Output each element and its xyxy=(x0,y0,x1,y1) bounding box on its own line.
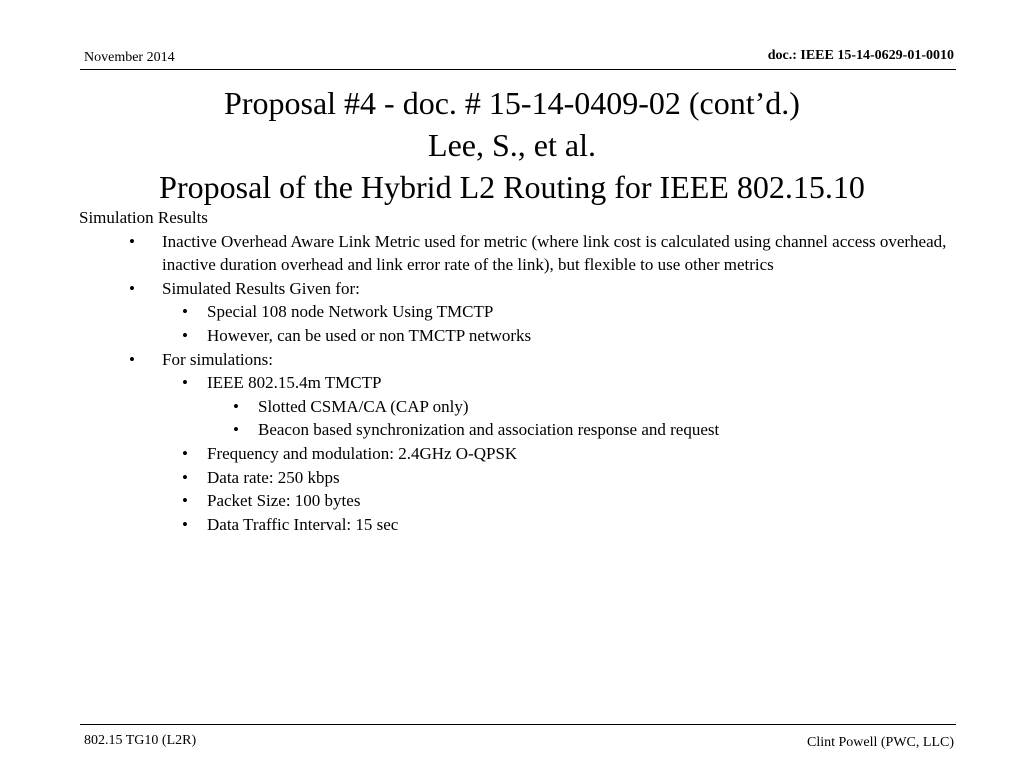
header-doc-id: doc.: IEEE 15-14-0629-01-0010 xyxy=(767,48,954,63)
bullet-glyph: • xyxy=(129,278,135,298)
footer-group-name: 802.15 TG10 (L2R) xyxy=(84,733,197,748)
bullet-glyph: • xyxy=(129,231,135,251)
list-item xyxy=(79,348,969,372)
list-item-text: Packet Size: 100 bytes xyxy=(207,491,361,511)
list-item xyxy=(79,277,969,301)
list-item xyxy=(79,418,969,442)
title-line-3: Proposal of the Hybrid L2 Routing for IEEE 802.15.10 xyxy=(159,169,865,205)
list-item xyxy=(79,466,969,490)
bullet-glyph: • xyxy=(182,302,188,322)
list-item xyxy=(79,395,969,419)
list-item-text: IEEE 802.15.4m TMCTP xyxy=(207,373,382,393)
list-item-text: However, can be used or non TMCTP networks xyxy=(207,325,532,345)
list-item-text: Slotted CSMA/CA (CAP only) xyxy=(258,396,469,416)
list-item-text: Special 108 node Network Using TMCTP xyxy=(207,302,494,322)
bullet-glyph: • xyxy=(233,396,239,416)
list-item xyxy=(79,513,969,537)
header-divider xyxy=(80,69,956,70)
bullet-glyph: • xyxy=(182,491,188,511)
list-item-text: Beacon based synchronization and association response and request xyxy=(258,420,720,440)
list-item-text: Simulated Results Given for: xyxy=(162,278,360,298)
title-line-1: Proposal #4 - doc. # 15-14-0409-02 (cont’d.) xyxy=(224,85,800,121)
list-item-text: For simulations: xyxy=(162,349,273,369)
bullet-glyph: • xyxy=(233,420,239,440)
section-heading: Simulation Results xyxy=(79,208,208,227)
list-item xyxy=(79,300,969,324)
list-item xyxy=(79,489,969,513)
list-item-text: Data Traffic Interval: 15 sec xyxy=(207,514,399,534)
bullet-glyph: • xyxy=(182,467,188,487)
bullet-glyph: • xyxy=(182,443,188,463)
slide-title xyxy=(0,82,1024,208)
bullet-glyph: • xyxy=(182,514,188,534)
list-item xyxy=(79,324,969,348)
bullet-glyph: • xyxy=(182,325,188,345)
bullet-glyph: • xyxy=(129,349,135,369)
title-line-2: Lee, S., et al. xyxy=(428,127,596,163)
slide-body xyxy=(79,206,969,536)
header-date: November 2014 xyxy=(84,50,175,65)
list-item xyxy=(79,442,969,466)
list-item-text: Inactive Overhead Aware Link Metric used for metric (where link cost is calculated using channel access overhead, inactive duration overhead and link error rate of the link), but flexible to use other metrics xyxy=(162,231,947,275)
bullet-list xyxy=(79,230,969,537)
list-item-text: Frequency and modulation: 2.4GHz O-QPSK xyxy=(207,443,518,463)
bullet-glyph: • xyxy=(182,373,188,393)
footer-divider xyxy=(80,724,956,725)
list-item xyxy=(79,371,969,395)
footer-author: Clint Powell (PWC, LLC) xyxy=(807,735,954,750)
list-item xyxy=(79,230,969,277)
list-item-text: Data rate: 250 kbps xyxy=(207,467,340,487)
